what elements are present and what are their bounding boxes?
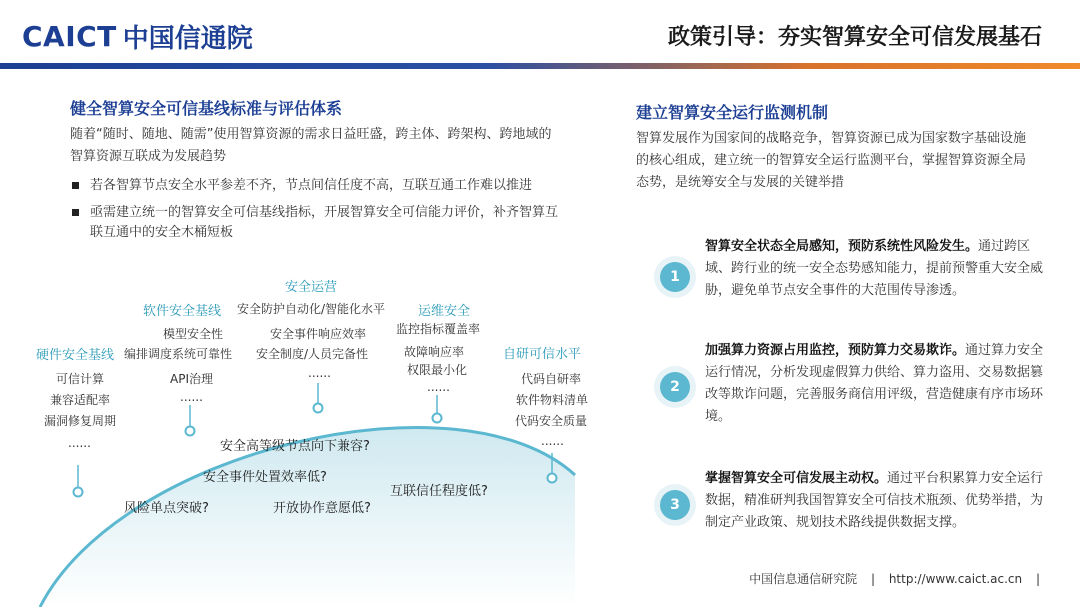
secops-item: 安全事件响应效率 (270, 327, 367, 341)
footer-url[interactable]: http://www.caict.ac.cn (888, 572, 1023, 586)
bullet-text: 若各智算节点安全水平参差不齐，节点间信任度不高，互联互通工作难以推进 (90, 178, 533, 193)
page-title: 政策引导：夯实智算安全可信发展基石 (667, 25, 1042, 50)
left-section-intro: 随着“随时、随地、随需”使用智算资源的需求日益旺盛，跨主体、跨架构、跨地域的智算资源互联成为发展趋势 (70, 127, 552, 164)
number-badge: 1 (660, 262, 690, 292)
ops-security-heading: 运维安全 (418, 304, 471, 319)
self-dev-heading: 自研可信水平 (503, 347, 582, 362)
software-item: API治理 (170, 372, 213, 386)
opsec-item: 故障响应率 (404, 345, 465, 359)
measure-text (705, 468, 1045, 534)
footer-separator: | (870, 572, 875, 586)
secops-item: 安全防护自动化/智能化水平 (237, 302, 386, 316)
measure-body: 通过跨区域、跨行业的统一安全态势感知能力，提前预警重大安全威胁，避免单节点安全事件的大范围传导渗透。 (705, 239, 1044, 298)
software-baseline-heading: 软件安全基线 (143, 304, 222, 319)
hardware-item: 兼容适配率 (50, 393, 111, 407)
footer (749, 570, 1050, 587)
dome-shape (40, 427, 575, 607)
measure-body: 通过平台积累算力安全运行数据，精准研判我国智算安全可信技术瓶颈、优势举措，为制定产业政策、规划技术路线提供数据支撑。 (705, 471, 1044, 530)
hardware-item: 可信计算 (56, 372, 105, 386)
measure-body: 通过算力安全运行情况，分析发现虚假算力供给、算力盗用、交易数据篡改等欺诈问题，完善服务商信用评级，营造健康有序市场环境。 (705, 343, 1044, 424)
dome-question: 风险单点突破? (124, 501, 209, 516)
left-bullet-list (70, 176, 560, 250)
hardware-item: 漏洞修复周期 (44, 414, 117, 428)
dome-node-selfdev (548, 474, 557, 483)
measure-text (705, 236, 1045, 302)
dome-question: 互联信任程度低? (390, 484, 488, 499)
dome-question: 安全高等级节点向下兼容? (220, 439, 370, 454)
measure-heading: 智算安全状态全局感知，预防系统性风险发生。 (705, 239, 979, 254)
footer-separator: | (1035, 572, 1040, 586)
ellipsis: ...... (427, 380, 450, 394)
selfdev-item: 代码自研率 (521, 372, 582, 386)
selfdev-item: 软件物料清单 (516, 393, 589, 407)
opsec-item: 监控指标覆盖率 (396, 322, 481, 336)
dome-node-opsec (433, 414, 442, 423)
right-section-intro: 智算发展作为国家间的战略竞争，智算资源已成为国家数字基础设施的核心组成，建立统一的智算安全运行监测平台，掌握智算资源全局态势，是统筹安全与发展的关键举措 (636, 131, 1027, 190)
bullet-text: 亟需建立统一的智算安全可信基线指标，开展智算安全可信能力评价，补齐智算互联互通中的安全木桶短板 (90, 205, 559, 240)
ellipsis: ...... (68, 436, 91, 450)
security-dome-diagram (0, 260, 600, 607)
logo-en: CAICT (22, 20, 117, 53)
opsec-item: 权限最小化 (407, 363, 468, 377)
software-item: 模型安全性 (163, 327, 224, 341)
bullet-item (70, 176, 560, 196)
measure-heading: 掌握智算安全可信发展主动权。 (705, 471, 888, 486)
security-ops-heading: 安全运营 (285, 280, 338, 295)
square-bullet-icon (72, 209, 79, 216)
measure-text (705, 340, 1045, 428)
dome-node-secops (314, 404, 323, 413)
ellipsis: ...... (180, 390, 203, 404)
ellipsis: ...... (308, 366, 331, 380)
dome-node-hardware (74, 488, 83, 497)
right-section-title: 建立智算安全运行监测机制 (636, 103, 829, 122)
ellipsis: ...... (541, 434, 564, 448)
software-item: 编排调度系统可靠性 (124, 347, 233, 361)
hardware-baseline-heading: 硬件安全基线 (36, 348, 115, 363)
dome-question: 开放协作意愿低? (273, 501, 371, 516)
number-badge: 2 (660, 372, 690, 402)
dome-node-software (186, 427, 195, 436)
square-bullet-icon (72, 182, 79, 189)
left-section-title: 健全智算安全可信基线标准与评估体系 (70, 99, 343, 118)
dome-question: 安全事件处置效率低? (203, 470, 327, 485)
bullet-item (70, 203, 560, 243)
header-divider (0, 63, 1080, 69)
selfdev-item: 代码安全质量 (515, 414, 588, 428)
logo-cn: 中国信通院 (122, 24, 253, 54)
number-badge: 3 (660, 490, 690, 520)
logo (22, 18, 253, 55)
footer-org: 中国信息通信研究院 (749, 572, 858, 586)
secops-item: 安全制度/人员完备性 (256, 347, 369, 361)
measure-heading: 加强算力资源占用监控，预防算力交易欺诈。 (705, 343, 966, 358)
